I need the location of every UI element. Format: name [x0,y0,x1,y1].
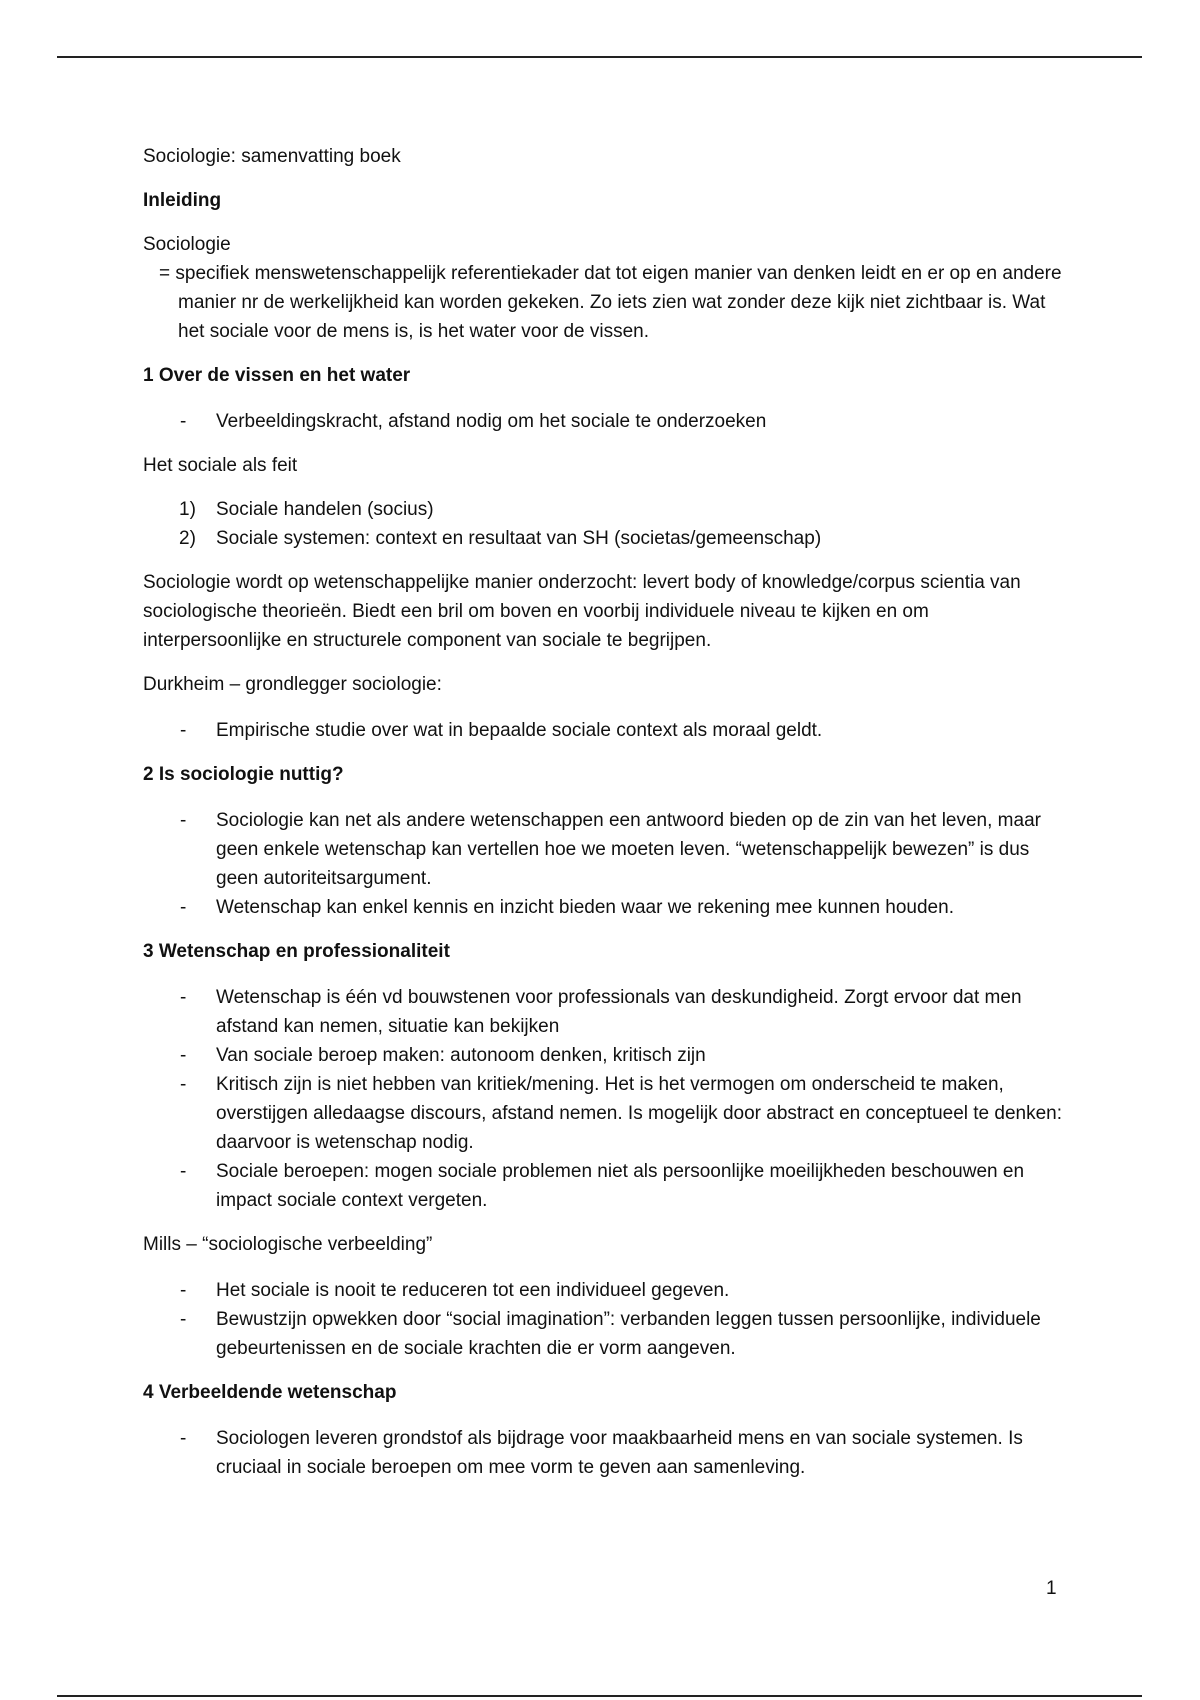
mills-bullets [143,1276,1063,1363]
number-marker: 2) [179,528,196,549]
list-item-text: Wetenschap kan enkel kennis en inzicht bieden waar we rekening mee kunnen houden. [216,897,954,918]
list-item-text: Verbeeldingskracht, afstand nodig om het sociale te onderzoeken [216,411,767,432]
section-2-heading: 2 Is sociologie nuttig? [143,764,344,785]
list-item-text: Sociale beroepen: mogen sociale problemen niet als persoonlijke moeilijkheden beschouwen en impact sociale context vergeten. [216,1161,1025,1211]
list-item-text: Kritisch zijn is niet hebben van kritiek/mening. Het is het vermogen om onderscheid te maken, overstijgen alledaagse discours, afstand nemen. Is mogelijk door abstract en conceptueel te denken: daarvoor is wetenschap nodig. [216,1074,1063,1153]
list-item [143,407,1063,436]
section-1-heading: 1 Over de vissen en het water [143,365,411,386]
bullet-marker: - [180,1161,187,1182]
bullet-marker: - [180,1280,187,1301]
list-item [143,806,1063,893]
document-title: Sociologie: samenvatting boek [143,146,401,167]
list-item-text: Bewustzijn opwekken door “social imagination”: verbanden leggen tussen persoonlijke, individuele gebeurtenissen en de sociale krachten die er vorm aangeven. [216,1309,1041,1359]
bullet-marker: - [180,1074,187,1095]
section-4-heading: 4 Verbeeldende wetenschap [143,1382,397,1403]
intro-heading: Inleiding [143,190,222,211]
list-item [143,716,1063,745]
section-4-bullets [143,1424,1063,1482]
section-1-paragraph: Sociologie wordt op wetenschappelijke manier onderzocht: levert body of knowledge/corpus scientia van sociologische theorieën. Biedt een bril om boven en voorbij individuele niveau te kijken en om interpersoonlijke en structurele component van sociale te begrijpen. [143,572,1021,651]
bullet-marker: - [180,1045,187,1066]
bullet-marker: - [180,720,187,741]
list-item [143,1276,1063,1305]
bullet-marker: - [180,810,187,831]
list-item [143,893,1063,922]
document-body [143,142,1063,1497]
list-item-text: Het sociale is nooit te reduceren tot een individueel gegeven. [216,1280,730,1301]
sociologie-term: Sociologie [143,234,231,255]
bullet-marker: - [180,411,187,432]
list-item [143,1041,1063,1070]
list-item [143,495,1063,524]
section-1-numbered-list [143,495,1063,553]
list-item-text: Empirische studie over wat in bepaalde sociale context als moraal geldt. [216,720,823,741]
list-item [143,524,1063,553]
section-3-bullets [143,983,1063,1215]
het-sociale-als-feit-label: Het sociale als feit [143,455,298,476]
number-marker: 1) [179,499,196,520]
section-2-bullets [143,806,1063,922]
bullet-marker: - [180,897,187,918]
list-item [143,1305,1063,1363]
list-item [143,1157,1063,1215]
list-item-text: Sociologie kan net als andere wetenschappen een antwoord bieden op de zin van het leven, maar geen enkele wetenschap kan vertellen hoe we moeten leven. “wetenschappelijk bewezen” is dus geen autoriteitsargument. [216,810,1041,889]
section-3-heading: 3 Wetenschap en professionaliteit [143,941,450,962]
list-item [143,983,1063,1041]
list-item [143,1070,1063,1157]
list-item-text: Sociale handelen (socius) [216,499,434,520]
bullet-marker: - [180,1309,187,1330]
durkheim-bullets [143,716,1063,745]
list-item [143,1424,1063,1482]
header-rule [57,56,1142,58]
page-number: 1 [1046,1578,1057,1599]
mills-label: Mills – “sociologische verbeelding” [143,1234,433,1255]
list-item-text: Sociologen leveren grondstof als bijdrage voor maakbaarheid mens en van sociale systemen. Is cruciaal in sociale beroepen om mee vorm te geven aan samenleving. [216,1428,1023,1478]
bullet-marker: - [180,987,187,1008]
section-1-bullets [143,407,1063,436]
durkheim-label: Durkheim – grondlegger sociologie: [143,674,442,695]
sociologie-definition: = specifiek menswetenschappelijk referentiekader dat tot eigen manier van denken leidt en er op en andere manier nr de werkelijkheid kan worden gekeken. Zo iets zien wat zonder deze kijk niet zichtbaar is. Wat het sociale voor de mens is, is het water voor de vissen. [159,263,1062,342]
list-item-text: Van sociale beroep maken: autonoom denken, kritisch zijn [216,1045,706,1066]
list-item-text: Sociale systemen: context en resultaat van SH (societas/gemeenschap) [216,528,822,549]
footer-rule [57,1695,1142,1697]
bullet-marker: - [180,1428,187,1449]
list-item-text: Wetenschap is één vd bouwstenen voor professionals van deskundigheid. Zorgt ervoor dat men afstand kan nemen, situatie kan bekijken [216,987,1022,1037]
